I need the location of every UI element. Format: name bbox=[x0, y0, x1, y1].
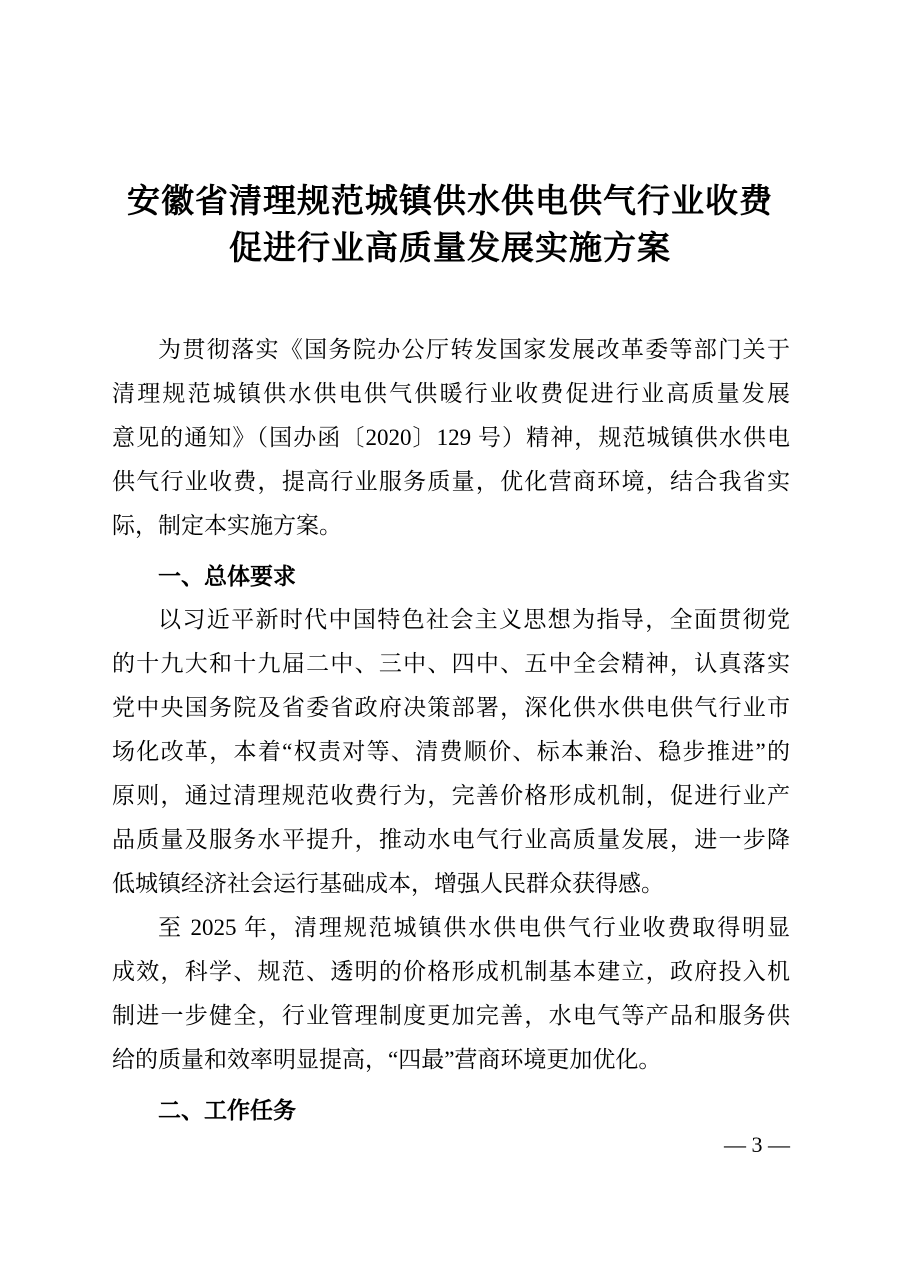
paragraph2-line1: 以习近平新时代中国特色社会主义思想为指导，全面贯彻党 bbox=[158, 607, 790, 632]
document-body bbox=[112, 328, 790, 1132]
paragraph3-line3: 制进一步健全，行业管理制度更加完善，水电气等产品和服务供 bbox=[112, 1003, 790, 1028]
paragraph2-line3: 党中央国务院及省委省政府决策部署，深化供水供电供气行业市 bbox=[112, 695, 790, 720]
section-heading-2: 二、工作任务 bbox=[158, 1097, 296, 1123]
paragraph3-line4: 给的质量和效率明显提高，“四最”营商环境更加优化。 bbox=[112, 1047, 662, 1072]
paragraph1-line2: 清理规范城镇供水供电供气供暖行业收费促进行业高质量发展 bbox=[112, 381, 790, 406]
paragraph1-line5: 际，制定本实施方案。 bbox=[112, 513, 342, 538]
paragraph3-line2: 成效，科学、规范、透明的价格形成机制基本建立，政府投入机 bbox=[112, 959, 790, 984]
section-heading-1: 一、总体要求 bbox=[158, 563, 296, 589]
paragraph2-line4: 场化改革，本着“权责对等、清费顺价、标本兼治、稳步推进”的 bbox=[112, 739, 790, 764]
title-line-2: 促进行业高质量发展实施方案 bbox=[229, 231, 671, 267]
paragraph1-line3: 意见的通知》（国办函〔2020〕129 号）精神，规范城镇供水供电 bbox=[112, 425, 790, 450]
paragraph3-line1: 至 2025 年，清理规范城镇供水供电供气行业收费取得明显 bbox=[158, 915, 790, 940]
paragraph2-line6: 品质量及服务水平提升，推动水电气行业高质量发展，进一步降 bbox=[112, 827, 790, 852]
title-line-1: 安徽省清理规范城镇供水供电供气行业收费 bbox=[127, 184, 773, 220]
paragraph2-line5: 原则，通过清理规范收费行为，完善价格形成机制，促进行业产 bbox=[112, 783, 790, 808]
paragraph2-line7: 低城镇经济社会运行基础成本，增强人民群众获得感。 bbox=[112, 871, 664, 896]
paragraph2-line2: 的十九大和十九届二中、三中、四中、五中全会精神，认真落实 bbox=[112, 651, 790, 676]
document-title bbox=[0, 179, 900, 273]
paragraph1-line4: 供气行业收费，提高行业服务质量，优化营商环境，结合我省实 bbox=[112, 469, 790, 494]
page-number: — 3 — bbox=[724, 1132, 790, 1157]
paragraph1-line1: 为贯彻落实《国务院办公厅转发国家发展改革委等部门关于 bbox=[158, 337, 790, 362]
